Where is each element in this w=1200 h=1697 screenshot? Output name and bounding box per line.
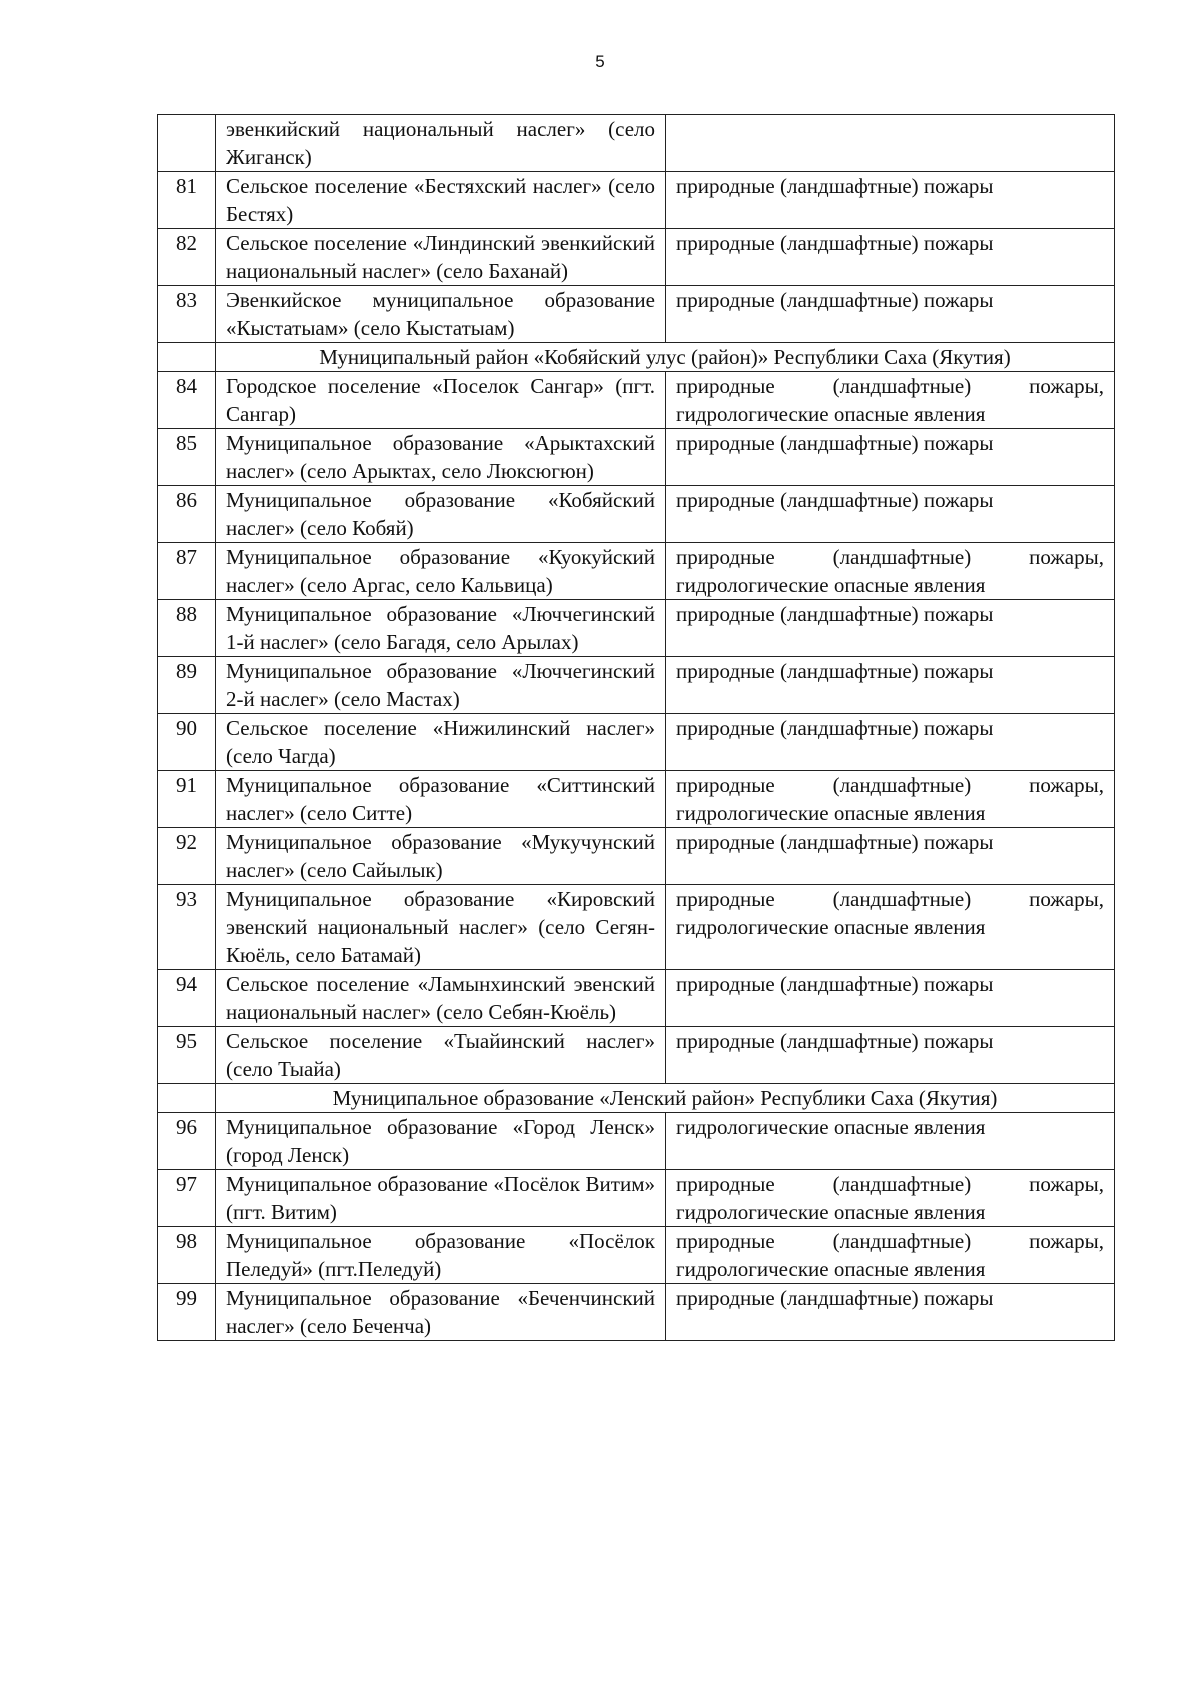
- hazard-cell: природные (ландшафтные) пожары: [666, 286, 1115, 343]
- row-number: 85: [158, 429, 216, 486]
- row-number: 96: [158, 1113, 216, 1170]
- row-number: [158, 115, 216, 172]
- hazard-cell: природные (ландшафтные) пожары, гидрологические опасные явления: [666, 885, 1115, 970]
- table-group: [158, 372, 1115, 1084]
- row-number: 90: [158, 714, 216, 771]
- row-number: 81: [158, 172, 216, 229]
- row-number: 98: [158, 1227, 216, 1284]
- municipality-cell: Муниципальное образование «Беченчинский наслег» (село Беченча): [216, 1284, 666, 1341]
- hazard-cell: природные (ландшафтные) пожары: [666, 429, 1115, 486]
- hazard-cell: природные (ландшафтные) пожары, гидрологические опасные явления: [666, 1170, 1115, 1227]
- municipality-cell: Муниципальное образование «Ситтинский наслег» (село Ситте): [216, 771, 666, 828]
- table-row: [158, 172, 1115, 229]
- municipality-cell: Муниципальное образование «Арыктахский наслег» (село Арыктах, село Люксюгюн): [216, 429, 666, 486]
- table-row: [158, 657, 1115, 714]
- hazard-cell: природные (ландшафтные) пожары: [666, 970, 1115, 1027]
- row-number: 89: [158, 657, 216, 714]
- section-row-number: [158, 343, 216, 372]
- municipalities-table: [157, 114, 1115, 1341]
- row-number: 84: [158, 372, 216, 429]
- section-row-number: [158, 1084, 216, 1113]
- row-number: 82: [158, 229, 216, 286]
- hazard-cell: природные (ландшафтные) пожары: [666, 600, 1115, 657]
- table-group: [158, 1113, 1115, 1341]
- hazard-cell: природные (ландшафтные) пожары: [666, 1284, 1115, 1341]
- table-row: [158, 115, 1115, 172]
- table-row: [158, 229, 1115, 286]
- hazard-cell: природные (ландшафтные) пожары, гидрологические опасные явления: [666, 771, 1115, 828]
- table-row: [158, 771, 1115, 828]
- table-row: [158, 486, 1115, 543]
- hazard-cell: природные (ландшафтные) пожары: [666, 172, 1115, 229]
- municipality-cell: Сельское поселение «Бестяхский наслег» (село Бестях): [216, 172, 666, 229]
- row-number: 95: [158, 1027, 216, 1084]
- table-row: [158, 714, 1115, 771]
- table-row: [158, 970, 1115, 1027]
- section-group: [158, 343, 1115, 372]
- row-number: 94: [158, 970, 216, 1027]
- section-heading: Муниципальный район «Кобяйский улус (район)» Республики Саха (Якутия): [216, 343, 1115, 372]
- municipality-cell: Муниципальное образование «Мукучунский наслег» (село Сайылык): [216, 828, 666, 885]
- page-number: 5: [595, 52, 605, 71]
- table-row: [158, 1170, 1115, 1227]
- municipality-cell: Муниципальное образование «Люччегинский 1-й наслег» (село Багадя, село Арылах): [216, 600, 666, 657]
- hazard-cell: природные (ландшафтные) пожары: [666, 486, 1115, 543]
- row-number: 99: [158, 1284, 216, 1341]
- municipality-cell: Муниципальное образование «Посёлок Пеледуй» (пгт.Пеледуй): [216, 1227, 666, 1284]
- municipality-cell: эвенкийский национальный наслег» (село Жиганск): [216, 115, 666, 172]
- table-row: [158, 1027, 1115, 1084]
- hazard-cell: природные (ландшафтные) пожары: [666, 1027, 1115, 1084]
- hazard-cell: природные (ландшафтные) пожары, гидрологические опасные явления: [666, 1227, 1115, 1284]
- section-heading: Муниципальное образование «Ленский район» Республики Саха (Якутия): [216, 1084, 1115, 1113]
- municipality-cell: Сельское поселение «Нижилинский наслег» (село Чагда): [216, 714, 666, 771]
- table-row: [158, 286, 1115, 343]
- row-number: 93: [158, 885, 216, 970]
- section-row: [158, 1084, 1115, 1113]
- municipality-cell: Муниципальное образование «Кировский эвенский национальный наслег» (село Сегян-Кюёль, село Батамай): [216, 885, 666, 970]
- table-group: [158, 172, 1115, 343]
- row-number: 91: [158, 771, 216, 828]
- municipality-cell: Сельское поселение «Линдинский эвенкийский национальный наслег» (село Баханай): [216, 229, 666, 286]
- table-row: [158, 372, 1115, 429]
- table-row: [158, 1227, 1115, 1284]
- section-group: [158, 1084, 1115, 1113]
- table-row: [158, 885, 1115, 970]
- table-row: [158, 543, 1115, 600]
- hazard-cell: природные (ландшафтные) пожары: [666, 828, 1115, 885]
- hazard-cell: гидрологические опасные явления: [666, 1113, 1115, 1170]
- section-row: [158, 343, 1115, 372]
- hazard-cell: природные (ландшафтные) пожары, гидрологические опасные явления: [666, 543, 1115, 600]
- municipality-cell: Муниципальное образование «Город Ленск» (город Ленск): [216, 1113, 666, 1170]
- row-number: 83: [158, 286, 216, 343]
- table-row: [158, 1113, 1115, 1170]
- row-number: 92: [158, 828, 216, 885]
- municipality-cell: Муниципальное образование «Кобяйский наслег» (село Кобяй): [216, 486, 666, 543]
- table-row: [158, 1284, 1115, 1341]
- municipality-cell: Сельское поселение «Тыайинский наслег» (село Тыайа): [216, 1027, 666, 1084]
- hazard-cell: природные (ландшафтные) пожары: [666, 229, 1115, 286]
- hazard-cell: [666, 115, 1115, 172]
- row-number: 88: [158, 600, 216, 657]
- row-number: 97: [158, 1170, 216, 1227]
- row-number: 87: [158, 543, 216, 600]
- hazard-cell: природные (ландшафтные) пожары, гидрологические опасные явления: [666, 372, 1115, 429]
- table-row: [158, 600, 1115, 657]
- municipality-cell: Муниципальное образование «Куокуйский наслег» (село Аргас, село Кальвица): [216, 543, 666, 600]
- municipality-cell: Городское поселение «Поселок Сангар» (пгт. Сангар): [216, 372, 666, 429]
- municipality-cell: Эвенкийское муниципальное образование «Кыстатыам» (село Кыстатыам): [216, 286, 666, 343]
- municipality-cell: Сельское поселение «Ламынхинский эвенский национальный наслег» (село Себян-Кюёль): [216, 970, 666, 1027]
- table-row: [158, 429, 1115, 486]
- hazard-cell: природные (ландшафтные) пожары: [666, 657, 1115, 714]
- table-row: [158, 828, 1115, 885]
- municipality-cell: Муниципальное образование «Люччегинский 2-й наслег» (село Мастах): [216, 657, 666, 714]
- municipality-cell: Муниципальное образование «Посёлок Витим» (пгт. Витим): [216, 1170, 666, 1227]
- row-number: 86: [158, 486, 216, 543]
- hazard-cell: природные (ландшафтные) пожары: [666, 714, 1115, 771]
- table-body: [158, 115, 1115, 172]
